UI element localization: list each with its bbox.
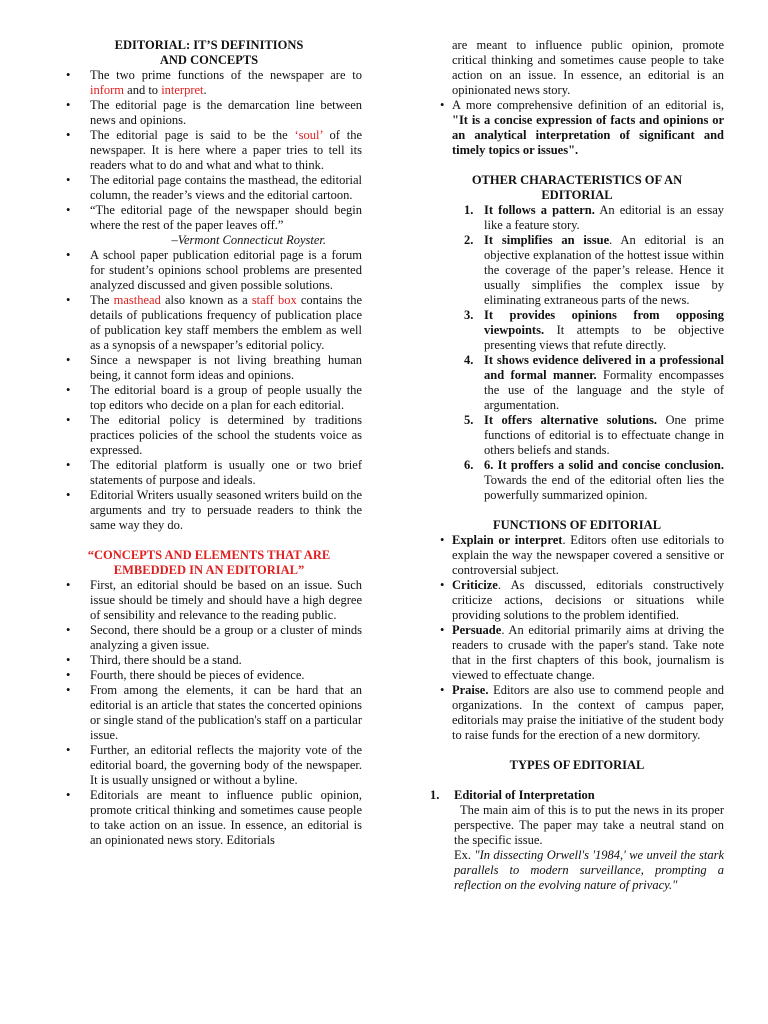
list-item [56, 413, 362, 458]
item-text: The two prime functions of the newspaper are to [90, 68, 362, 82]
item-text: . [203, 83, 207, 97]
interpret-highlight: interpret [161, 83, 204, 97]
item-text: Third, there should be a stand. [90, 653, 242, 667]
section-title-characteristics [430, 173, 724, 203]
item-heading: 6. It proffers a solid and concise conclusion. [484, 458, 724, 472]
list-item [56, 623, 362, 653]
item-text: . An editorial primarily aims at driving the readers to crusade with the paper's stand. Take note that in the first chapters of this book, journalism is viewed to effectuate change. [452, 623, 724, 682]
item-text: Formality encompasses the use of the language and the style of argumentation. [484, 368, 724, 412]
item-number: 5. [464, 413, 474, 427]
example-text: "In dissecting Orwell's '1984,' we unveil the stark parallels to modern surveillance, prompting a reflection on the evolving nature of privacy." [454, 848, 724, 892]
item-heading: Criticize [452, 578, 498, 592]
title-line-7: FUNCTIONS OF EDITORIAL [492, 518, 662, 532]
function-item [430, 533, 724, 578]
item-text: . As discussed, editorials constructively criticize actions, decisions or situations while providing solutions to the problem identified. [452, 578, 724, 622]
item-text: Editorial Writers usually seasoned writers build on the arguments and try to persuade readers to think the same way they do. [90, 488, 362, 532]
example [454, 848, 724, 893]
section-title-types [430, 758, 724, 773]
item-text: and to [124, 83, 162, 97]
item-text: From among the elements, it can be hard that an editorial is an article that states the concerted opinions or single stand of the publication's staff on a particular issue. [90, 683, 362, 742]
item-text: contains the details of publications frequency of publication place of publication key staff members the emblem as well as a synopsis of a newspaper’s editorial policy. [90, 293, 362, 352]
definition-quote: "It is a concise expression of facts and opinions or an analytical interpretation of significant and timely topics or issues". [452, 113, 724, 157]
item-number: 1. [430, 788, 440, 802]
list-item [56, 743, 362, 788]
left-column [56, 38, 362, 848]
section-title-definitions [56, 38, 362, 68]
list-item [56, 383, 362, 413]
masthead-highlight: masthead [113, 293, 161, 307]
characteristics-list [430, 203, 724, 503]
item-heading: It provides opinions from opposing viewpoints. [484, 308, 724, 337]
item-number: 6. [464, 458, 474, 472]
item-heading: It simplifies an issue [484, 233, 610, 247]
title-line-1: EDITORIAL: IT’S DEFINITIONS [114, 38, 304, 52]
list-item [56, 578, 362, 623]
section-title-concepts [56, 548, 362, 578]
item-text: Second, there should be a group or a cluster of minds analyzing a given issue. [90, 623, 362, 652]
item-number: 1. [464, 203, 474, 217]
item-heading: It follows a pattern. [484, 203, 595, 217]
title-line-6: EDITORIAL [541, 188, 613, 202]
quote-text: “The editorial page of the newspaper should begin where the rest of the paper leaves off.” [90, 203, 362, 232]
characteristic-item [430, 353, 724, 413]
list-item [56, 353, 362, 383]
item-number: 2. [464, 233, 474, 247]
characteristic-item [430, 203, 724, 233]
title-line-3: “CONCEPTS AND ELEMENTS THAT ARE [87, 548, 331, 562]
title-line-5: OTHER CHARACTERISTICS OF AN [471, 173, 683, 187]
list-item [56, 683, 362, 743]
list-item [56, 488, 362, 533]
item-text: An editorial is an essay like a feature story. [484, 203, 725, 232]
item-text: Towards the end of the editorial often lies the powerfully summarized opinion. [484, 473, 724, 502]
item-text: First, an editorial should be based on an issue. Such issue should be timely and should have a high degree of sensibility and relevance to the reading public. [90, 578, 362, 622]
item-text: Editorials are meant to influence public opinion, promote critical thinking and sometimes cause people to take action on an issue. In essence, an editorial is an opinionated news story. Editorials [90, 788, 362, 847]
item-text: It attempts to be objective presenting views that refute directly. [484, 323, 724, 352]
definitions-list [56, 68, 362, 533]
item-text: One prime functions of editorial is to effectuate change in others beliefs and stands. [484, 413, 725, 457]
list-item [56, 173, 362, 203]
continued-list [430, 38, 724, 158]
characteristic-item [430, 233, 724, 308]
characteristic-item [430, 308, 724, 353]
item-number: 4. [464, 353, 474, 367]
item-text: The editorial page is the demarcation line between news and opinions. [90, 98, 362, 127]
soul-highlight: ‘soul’ [294, 128, 323, 142]
item-text: Fourth, there should be pieces of evidence. [90, 668, 305, 682]
list-item [56, 458, 362, 488]
item-text: The editorial policy is determined by traditions practices policies of the school the students voice as expressed. [90, 413, 362, 457]
item-heading: Explain or interpret [452, 533, 563, 547]
function-item [430, 683, 724, 743]
function-item [430, 578, 724, 623]
types-list [430, 788, 724, 893]
type-item [430, 788, 724, 893]
item-text: A school paper publication editorial page is a forum for student’s opinions school problems are presented analyzed discussed and given possible solutions. [90, 248, 362, 292]
item-text: The editorial page contains the masthead, the editorial column, the reader’s views and the editorial cartoon. [90, 173, 362, 202]
item-text: also known as a [160, 293, 252, 307]
title-line-8: TYPES OF EDITORIAL [509, 758, 645, 772]
continued-item [430, 38, 724, 98]
list-item [430, 98, 724, 158]
item-heading: Editorial of Interpretation [454, 788, 595, 802]
item-text: of the newspaper. It is here where a paper tries to tell its readers what to do and what and what to think. [90, 128, 362, 172]
list-item [56, 128, 362, 173]
item-heading: It offers alternative solutions. [484, 413, 658, 427]
item-text: Further, an editorial reflects the majority vote of the editorial board, the governing body of the newspaper. It is usually unsigned or without a byline. [90, 743, 362, 787]
functions-list [430, 533, 724, 743]
quote-attribution: –Vermont Connecticut Royster. [171, 233, 326, 247]
function-item [430, 623, 724, 683]
item-text: Since a newspaper is not living breathing human being, it cannot form ideas and opinions. [90, 353, 362, 382]
list-item [56, 788, 362, 848]
list-item [56, 653, 362, 668]
item-text: Editors are also use to commend people and organizations. In the context of campus paper, editorials may praise the initiative of the student body to raise funds for the erection of a new dormitory. [452, 683, 724, 742]
title-line-2: AND CONCEPTS [159, 53, 259, 67]
list-item [56, 68, 362, 98]
item-text: The main aim of this is to put the news in its proper perspective. The paper may take a neutral stand on the specific issue. [454, 803, 724, 847]
list-item [56, 668, 362, 683]
item-heading: It shows evidence delivered in a professional and formal manner. [484, 353, 724, 382]
item-text: . An editorial is an objective explanation of the hottest issue within the coverage of the paper’s release. Hence it usually simplifies the complex issue by eliminating extraneous parts of the news. [484, 233, 724, 307]
characteristic-item [430, 458, 724, 503]
item-text: . Editors often use editorials to explain the way the newspaper covered a sensitive or controversial subject. [452, 533, 724, 577]
title-line-4: EMBEDDED IN AN EDITORIAL” [113, 563, 305, 577]
characteristic-item [430, 413, 724, 458]
item-text: The editorial platform is usually one or two brief statements of purpose and ideals. [90, 458, 362, 487]
item-number: 3. [464, 308, 474, 322]
item-heading: Persuade [452, 623, 502, 637]
list-item [56, 98, 362, 128]
example-label: Ex. [454, 848, 475, 862]
staff-box-highlight: staff box [251, 293, 297, 307]
item-text: are meant to influence public opinion, promote critical thinking and sometimes cause people to take action on an issue. In essence, an editorial is an opinionated news story. [452, 38, 724, 97]
right-column [430, 38, 724, 893]
list-item [56, 248, 362, 293]
item-text: The editorial board is a group of people usually the top editors who decide on a plan for each editorial. [90, 383, 362, 412]
item-text: The editorial page is said to be the [90, 128, 295, 142]
section-title-functions [430, 518, 724, 533]
list-item [56, 203, 362, 248]
item-text: The [90, 293, 114, 307]
item-text: A more comprehensive definition of an editorial is, [452, 98, 724, 112]
concepts-list [56, 578, 362, 848]
item-heading: Praise. [452, 683, 489, 697]
inform-highlight: inform [90, 83, 125, 97]
list-item [56, 293, 362, 353]
